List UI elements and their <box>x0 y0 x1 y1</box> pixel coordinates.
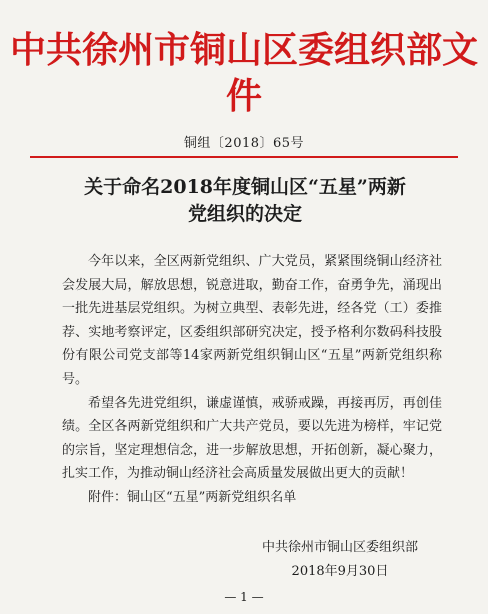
document-number: 铜组〔2018〕65号 <box>183 136 305 151</box>
subject-line-2: 党组织的决定 <box>187 203 302 225</box>
page-number: — 1 — <box>224 590 264 604</box>
attachment-note: 附件：铜山区“五星”两新党组织名单 <box>88 489 297 505</box>
signing-date: 2018年9月30日 <box>291 564 389 579</box>
document-subject <box>50 174 440 228</box>
subject-line-1: 关于命名2018年度铜山区“五星”两新 <box>84 176 406 198</box>
document-header-title: 中共徐州市铜山区委组织部文件 <box>9 30 478 117</box>
body-paragraph-1: 今年以来，全区两新党组织、广大党员，紧紧围绕铜山经济社会发展大局，解放思想，锐意进取，勤奋工作，奋勇争先，涌现出一批先进基层党组织。为树立典型、表彰先进，经各党（工）委推荐、实地考察评定，区委组织部研究决定，授予格利尔数码科技股份有限公司党支部等14家两新党组织铜山区“五星”两新党组织称号。 <box>62 254 442 387</box>
body-paragraph-2: 希望各先进党组织，谦虚谨慎，戒骄戒躁，再接再厉，再创佳绩。全区各两新党组织和广大共产党员，要以先进为榜样，牢记党的宗旨，坚定理想信念，进一步解放思想，开拓创新，凝心聚力，扎实工作，为推动铜山经济社会高质量发展做出更大的贡献！ <box>62 395 442 482</box>
red-divider-line <box>30 156 458 158</box>
document-body <box>62 250 442 510</box>
signing-organization: 中共徐州市铜山区委组织部 <box>261 540 418 555</box>
